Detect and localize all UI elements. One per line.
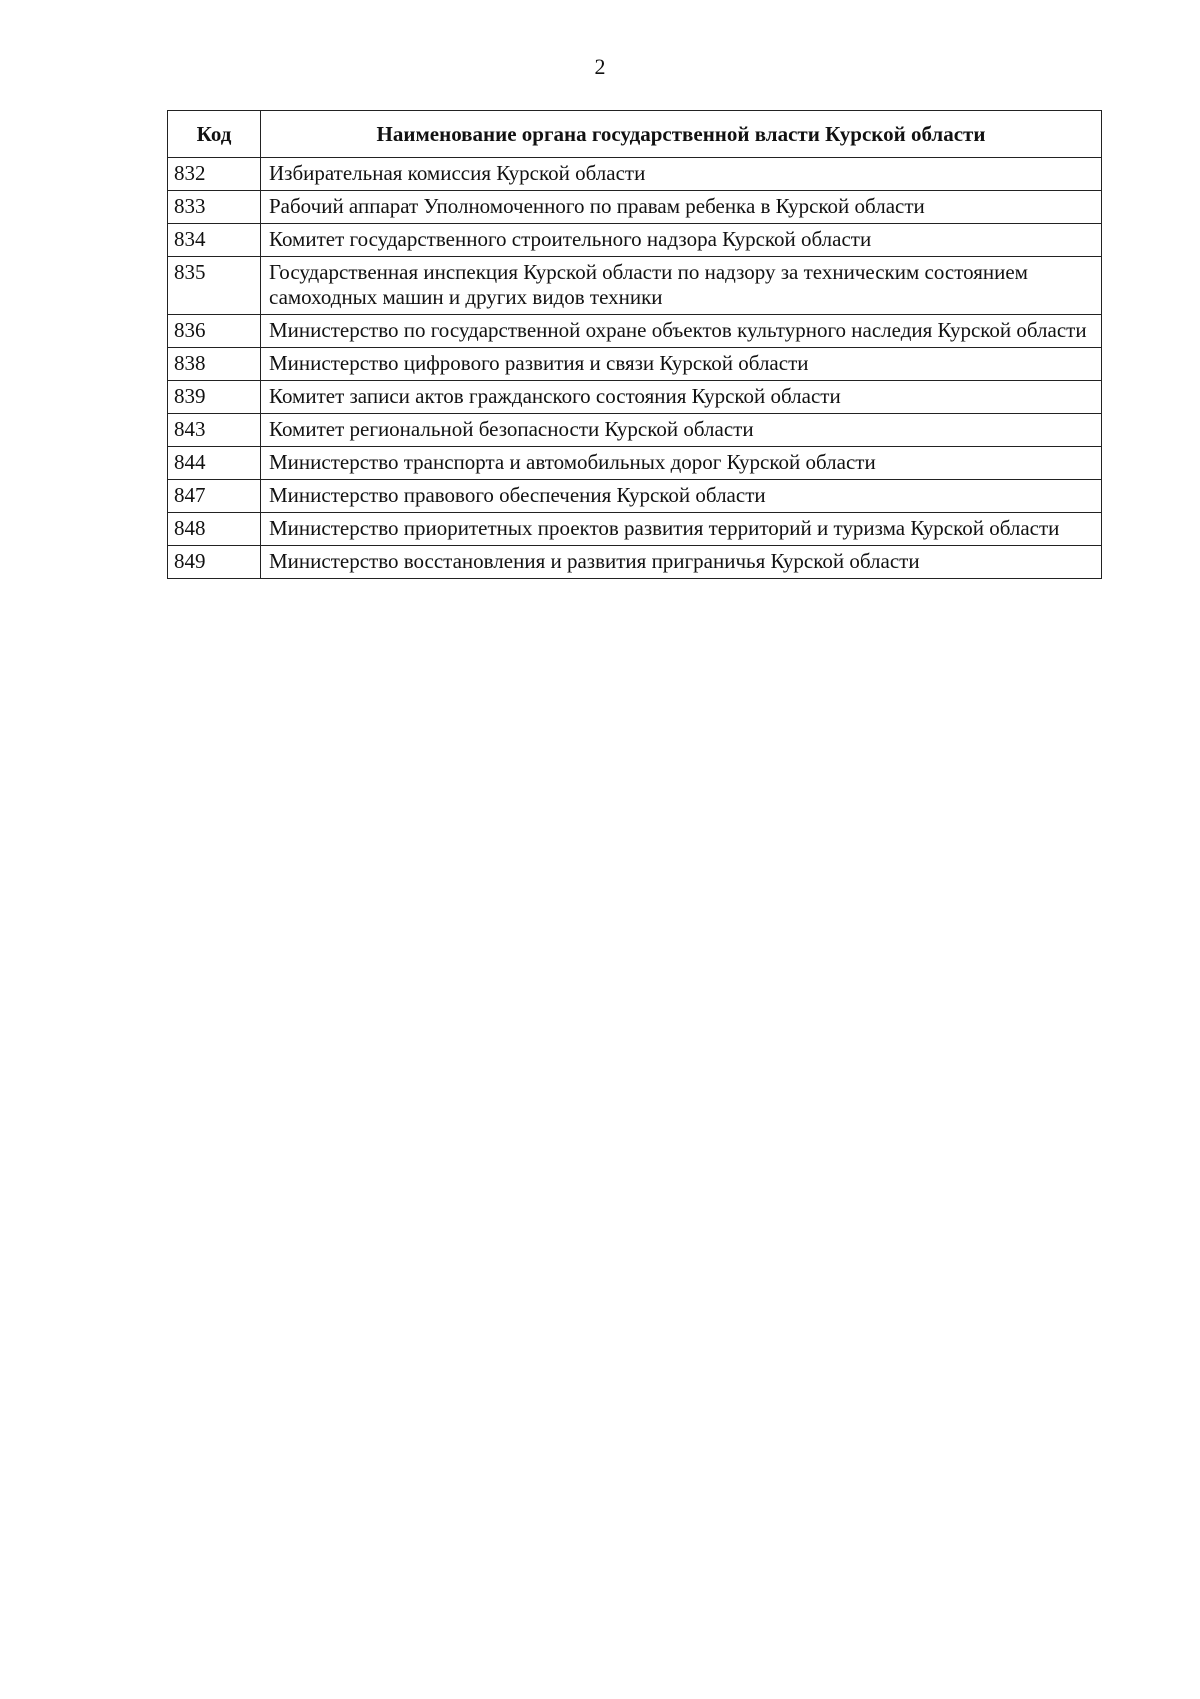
table-row: [168, 414, 1102, 447]
row-code: 848: [168, 513, 261, 546]
row-name: Комитет записи актов гражданского состояния Курской области: [261, 381, 1102, 414]
row-code: 835: [168, 257, 261, 315]
row-name: Министерство приоритетных проектов развития территорий и туризма Курской области: [261, 513, 1102, 546]
row-name: Министерство цифрового развития и связи Курской области: [261, 348, 1102, 381]
table-row: [168, 513, 1102, 546]
row-name: Избирательная комиссия Курской области: [261, 158, 1102, 191]
row-code: 839: [168, 381, 261, 414]
row-code: 849: [168, 546, 261, 579]
row-code: 843: [168, 414, 261, 447]
page-number: 2: [594, 54, 606, 79]
table-row: [168, 480, 1102, 513]
table-row: [168, 257, 1102, 315]
table-row: [168, 158, 1102, 191]
row-name: Министерство по государственной охране объектов культурного наследия Курской области: [261, 315, 1102, 348]
table-row: [168, 381, 1102, 414]
authorities-table: [167, 110, 1102, 579]
table-row: [168, 224, 1102, 257]
row-code: 833: [168, 191, 261, 224]
row-code: 834: [168, 224, 261, 257]
row-code: 838: [168, 348, 261, 381]
row-code: 847: [168, 480, 261, 513]
column-header-code: Код: [168, 111, 261, 158]
row-name: Министерство транспорта и автомобильных дорог Курской области: [261, 447, 1102, 480]
row-code: 832: [168, 158, 261, 191]
table-header-row: [168, 111, 1102, 158]
row-name: Комитет региональной безопасности Курской области: [261, 414, 1102, 447]
row-code: 836: [168, 315, 261, 348]
row-name: Комитет государственного строительного надзора Курской области: [261, 224, 1102, 257]
row-name: Министерство восстановления и развития приграничья Курской области: [261, 546, 1102, 579]
table-row: [168, 447, 1102, 480]
table-row: [168, 348, 1102, 381]
row-name: Рабочий аппарат Уполномоченного по правам ребенка в Курской области: [261, 191, 1102, 224]
table-row: [168, 191, 1102, 224]
table-row: [168, 546, 1102, 579]
column-header-name: Наименование органа государственной власти Курской области: [261, 111, 1102, 158]
row-code: 844: [168, 447, 261, 480]
row-name: Государственная инспекция Курской области по надзору за техническим состоянием самоходных машин и других видов техники: [261, 257, 1102, 315]
table-row: [168, 315, 1102, 348]
row-name: Министерство правового обеспечения Курской области: [261, 480, 1102, 513]
